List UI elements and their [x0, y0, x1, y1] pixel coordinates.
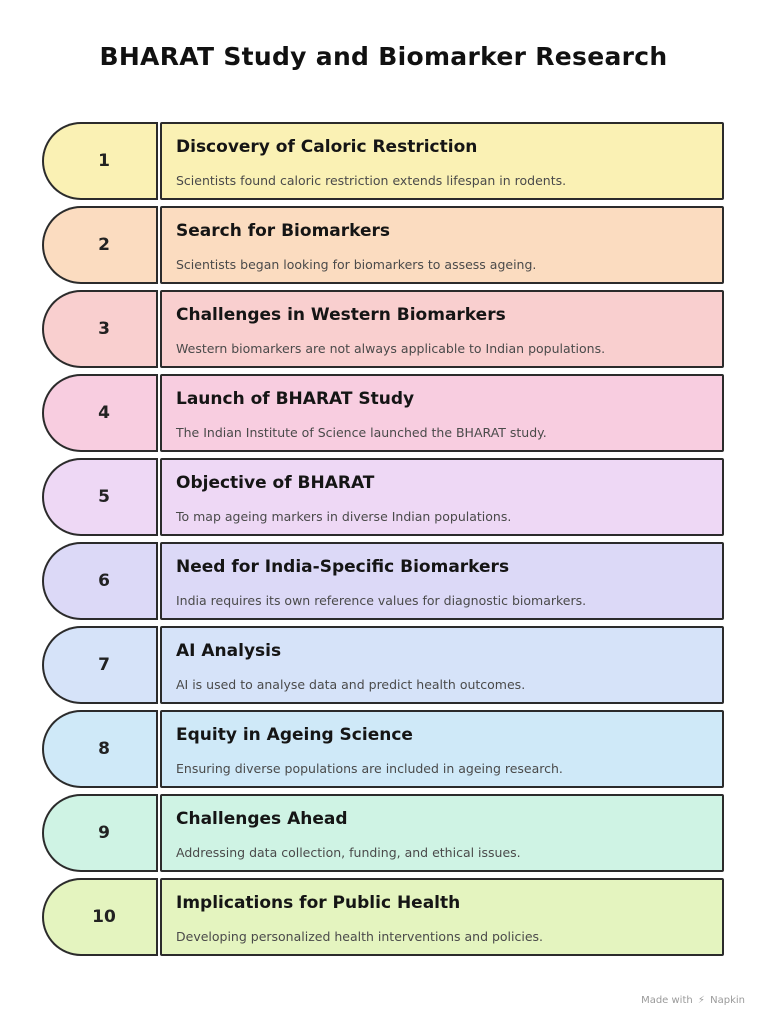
step-description: Scientists found caloric restriction extends lifespan in rodents.	[176, 173, 567, 188]
step-description: Developing personalized health interventions and policies.	[176, 929, 544, 944]
step-description: To map ageing markers in diverse Indian populations.	[176, 509, 512, 524]
step-description: AI is used to analyse data and predict health outcomes.	[176, 677, 526, 692]
page-title: BHARAT Study and Biomarker Research	[99, 42, 668, 71]
step-number: 3	[98, 319, 110, 339]
step-card	[160, 290, 724, 368]
step-description: India requires its own reference values for diagnostic biomarkers.	[176, 593, 587, 608]
step-number: 10	[92, 907, 116, 927]
step-number: 5	[98, 487, 110, 507]
step-card	[160, 122, 724, 200]
step-heading: Objective of BHARAT	[176, 473, 375, 493]
step-number: 7	[98, 655, 110, 675]
step-heading: Challenges in Western Biomarkers	[176, 305, 506, 325]
step-heading: Search for Biomarkers	[176, 221, 391, 241]
napkin-logo-icon: ⚡	[697, 995, 705, 1006]
step-number-tab	[42, 542, 156, 620]
step-item	[42, 458, 724, 538]
made-with-label: Made with	[641, 995, 693, 1006]
step-card	[160, 626, 724, 704]
step-card	[160, 710, 724, 788]
step-number-tab	[42, 458, 156, 536]
step-card	[160, 794, 724, 872]
step-number-tab	[42, 206, 156, 284]
step-item	[42, 794, 724, 874]
step-number-tab	[42, 626, 156, 704]
napkin-brand-label: Napkin	[710, 995, 745, 1006]
step-number: 9	[98, 823, 110, 843]
step-item	[42, 710, 724, 790]
step-item	[42, 878, 724, 958]
step-card	[160, 542, 724, 620]
footer-credit	[641, 995, 745, 1006]
step-description: The Indian Institute of Science launched the BHARAT study.	[176, 425, 547, 440]
step-item	[42, 374, 724, 454]
step-card	[160, 458, 724, 536]
step-heading: AI Analysis	[176, 641, 282, 661]
step-number: 4	[98, 403, 110, 423]
step-number-tab	[42, 794, 156, 872]
step-number: 2	[98, 235, 110, 255]
step-description: Scientists began looking for biomarkers to assess ageing.	[176, 257, 537, 272]
step-card	[160, 374, 724, 452]
step-item	[42, 122, 724, 202]
step-number-tab	[42, 290, 156, 368]
step-heading: Launch of BHARAT Study	[176, 389, 415, 409]
step-card	[160, 206, 724, 284]
step-number-tab	[42, 710, 156, 788]
step-number-tab	[42, 122, 156, 200]
step-description: Addressing data collection, funding, and ethical issues.	[176, 845, 521, 860]
step-heading: Challenges Ahead	[176, 809, 348, 829]
step-number: 1	[98, 151, 110, 171]
step-item	[42, 626, 724, 706]
step-description: Ensuring diverse populations are included in ageing research.	[176, 761, 563, 776]
step-item	[42, 206, 724, 286]
step-card	[160, 878, 724, 956]
step-heading: Need for India-Specific Biomarkers	[176, 557, 510, 577]
step-heading: Equity in Ageing Science	[176, 725, 413, 745]
step-description: Western biomarkers are not always applicable to Indian populations.	[176, 341, 606, 356]
step-number: 8	[98, 739, 110, 759]
step-heading: Implications for Public Health	[176, 893, 461, 913]
step-number: 6	[98, 571, 110, 591]
step-number-tab	[42, 374, 156, 452]
step-heading: Discovery of Caloric Restriction	[176, 137, 478, 157]
step-item	[42, 290, 724, 370]
steps-list	[42, 122, 724, 962]
step-item	[42, 542, 724, 622]
step-number-tab	[42, 878, 156, 956]
